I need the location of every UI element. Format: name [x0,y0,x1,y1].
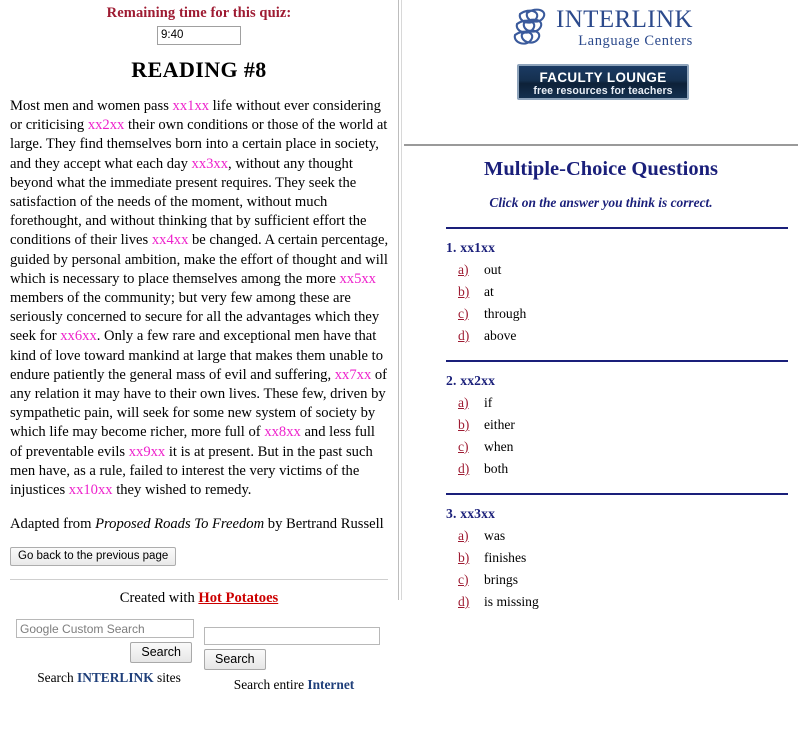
internet-caption-prefix: Search entire [233,677,308,693]
internet-search [204,627,384,693]
question-block [446,506,800,610]
answer-option[interactable] [458,550,800,566]
internet-search-button[interactable]: Search [204,649,266,670]
answer-option-letter[interactable]: b) [458,417,470,432]
answer-option-text: both [484,461,509,476]
internet-caption-brand: Internet [307,677,355,693]
passage-text: Most men and women pass [10,98,173,114]
passage-gap-marker: xx7xx [334,366,372,383]
answer-option-text: if [484,395,493,410]
google-custom-search [16,619,202,686]
timer-label: Remaining time for this quiz: [106,5,292,21]
passage-text: it is at present. But in the past such men have, as a rule, failed to interest the very victims of the injustices [10,443,373,499]
answer-option-letter[interactable]: c) [458,572,469,587]
answer-option-text: through [484,306,527,321]
question-text: 2. xx2xx [446,373,496,388]
faculty-lounge-banner[interactable] [517,64,689,100]
internet-search-caption [204,677,384,693]
attribution-suffix: by Bertrand Russell [264,516,384,533]
google-caption-brand: INTERLINK [76,670,154,686]
answer-option-text: above [484,328,517,343]
search-area [4,619,394,739]
answer-option[interactable] [458,417,800,433]
passage-gap-marker: xx4xx [151,232,189,249]
passage-text: members of the community; but very few among these are seriously concerned to secure for all the advantages which they seek for [10,290,380,345]
question-divider [446,493,788,495]
answer-option-letter[interactable]: a) [458,262,469,277]
passage-text: , without any thought beyond what the immediate present requires. They seek the satisfaction of the needs of the moment, without much forethought, and without thinking that by sufficient effort the conditions of their lives [10,155,367,249]
passage-text: life without ever considering or criticising [10,98,381,134]
answer-option[interactable] [458,328,800,344]
question-divider [446,360,788,362]
interlink-logo[interactable] [510,5,702,53]
answer-option-text: when [484,439,514,454]
passage-gap-marker: xx10xx [68,482,113,499]
branding-area [402,0,800,144]
reading-passage [10,97,390,500]
google-search-button[interactable]: Search [130,642,192,663]
attribution-prefix: Adapted from [10,516,96,533]
answer-option-text: finishes [484,550,527,565]
created-with-line [4,590,394,607]
interlink-swirl-icon [510,5,554,49]
answer-option-letter[interactable]: d) [458,594,470,609]
answer-option-text: out [484,262,502,277]
quiz-instruction: Click on the answer you think is correct. [489,195,713,210]
answer-option-letter[interactable]: d) [458,328,470,343]
passage-text: and less full of preventable evils [10,424,375,460]
passage-gap-marker: xx2xx [87,117,125,134]
page-title: READING #8 [131,57,267,82]
answer-option-letter[interactable]: c) [458,439,469,454]
passage-gap-marker: xx8xx [264,424,301,441]
answer-option-letter[interactable]: d) [458,461,470,476]
logo-main-text: INTERLINK [556,6,693,33]
reading-panel [0,0,398,693]
quiz-heading: Multiple-Choice Questions [483,158,719,180]
answer-option[interactable] [458,572,800,588]
answer-option-letter[interactable]: a) [458,395,469,410]
answer-option[interactable] [458,262,800,278]
answer-option-text: brings [484,572,518,587]
answer-option-letter[interactable]: b) [458,284,470,299]
answer-option-text: is missing [484,594,539,609]
logo-sub-text: Language Centers [578,33,693,49]
passage-text: be changed. A certain percentage, guided by personal ambition, make the effort of thought and will which is necessary to place themselves among the more [10,232,389,287]
attribution [10,516,390,533]
questions-panel [402,0,800,609]
internet-search-input[interactable] [204,627,380,645]
google-search-input[interactable] [16,619,194,638]
passage-gap-marker: xx1xx [172,98,210,114]
answer-option[interactable] [458,439,800,455]
answer-option[interactable] [458,528,800,544]
created-with-label: Created with [119,590,199,607]
faculty-lounge-subtitle: free resources for teachers [533,85,673,97]
answer-option-text: at [484,284,494,299]
branding-divider [404,144,798,146]
answer-option-letter[interactable]: b) [458,550,470,565]
answer-option-text: either [484,417,515,432]
go-back-button[interactable]: Go back to the previous page [10,547,176,566]
quiz-timer [4,0,394,45]
questions-list [402,227,800,610]
footer-divider [10,579,388,580]
answer-option[interactable] [458,461,800,477]
faculty-lounge-title: FACULTY LOUNGE [539,70,667,85]
passage-gap-marker: xx6xx [60,328,97,345]
question-block [446,240,800,344]
answer-option[interactable] [458,306,800,322]
passage-gap-marker: xx9xx [128,443,166,460]
answer-option[interactable] [458,284,800,300]
passage-gap-marker: xx5xx [339,270,376,287]
passage-text: . Only a few rare and exceptional men have that kind of love toward mankind at large that makes them unable to endure patiently the general mass of evil and suffering, [10,328,383,383]
attribution-title: Proposed Roads To Freedom [95,516,265,533]
question-text: 3. xx3xx [446,506,496,521]
passage-text: of any relation it may have to their own lives. These few, driven by sympathetic pain, will seek for some new system of society by which life may become richer, more full of [10,366,388,441]
answer-option-letter[interactable]: c) [458,306,469,321]
answer-option-letter[interactable]: a) [458,528,469,543]
answer-option-text: was [484,528,506,543]
question-text: 1. xx1xx [446,240,496,255]
passage-text: their own conditions or those of the world at large. They find themselves born into a certain place in society, and they accept what each day [10,117,388,172]
passage-gap-marker: xx3xx [191,155,229,172]
question-block [446,373,800,477]
google-caption-suffix: sites [153,670,181,686]
google-search-caption [16,670,202,686]
question-divider [446,227,788,229]
answer-option[interactable] [458,594,800,610]
timer-value-input[interactable] [157,26,241,45]
hot-potatoes-link[interactable]: Hot Potatoes [198,590,279,607]
google-caption-prefix: Search [37,670,77,686]
answer-option[interactable] [458,395,800,411]
passage-text: they wished to remedy. [112,482,252,499]
